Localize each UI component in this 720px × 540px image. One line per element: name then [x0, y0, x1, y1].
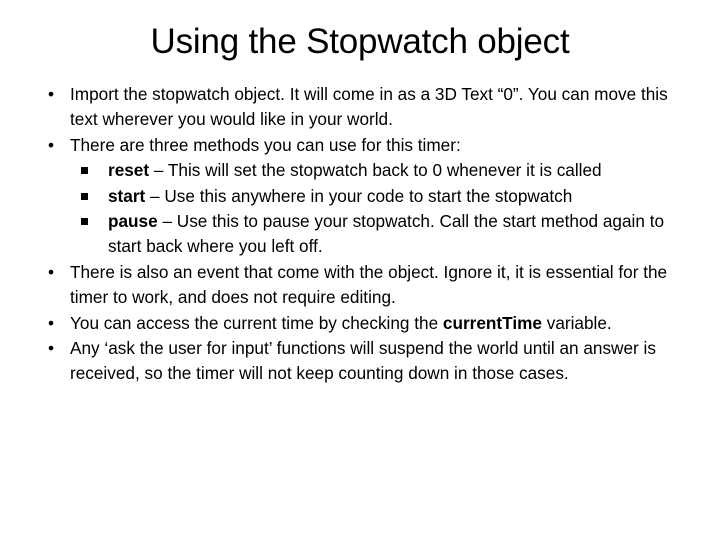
bullet-item-ask-user [44, 336, 684, 387]
method-name: start [108, 185, 146, 206]
method-name: reset [108, 160, 150, 181]
square-bullet-icon [81, 218, 88, 225]
bullet-dot-icon: • [47, 261, 55, 282]
bullet-item-current-time [44, 311, 684, 336]
sub-bullet-item-pause [70, 209, 684, 260]
method-description: – This will set the stopwatch back to 0 whenever it is called [149, 160, 602, 181]
bullet-text: There are three methods you can use for this timer: [70, 134, 461, 155]
bullet-text: You can access the current time by checking the [70, 312, 443, 333]
method-list [70, 158, 684, 260]
bullet-text: There is also an event that come with the object. Ignore it, it is essential for the timer to work, and does not require editing. [70, 261, 668, 308]
method-description: – Use this to pause your stopwatch. Call the start method again to start back where you left off. [108, 211, 665, 257]
bullet-text: Any ‘ask the user for input’ functions will suspend the world until an answer is received, so the timer will not keep counting down in those cases. [70, 338, 656, 384]
bullet-dot-icon: • [47, 134, 55, 155]
bullet-list [44, 82, 684, 387]
method-description: – Use this anywhere in your code to start the stopwatch [145, 185, 573, 206]
bullet-text: variable. [541, 312, 612, 333]
bullet-dot-icon: • [47, 84, 55, 104]
bullet-item-methods [44, 133, 684, 260]
square-bullet-icon [81, 193, 88, 200]
bullet-dot-icon: • [47, 312, 55, 333]
bullet-dot-icon: • [47, 338, 55, 359]
square-bullet-icon [81, 167, 88, 174]
sub-bullet-item-start [70, 184, 684, 209]
slide-title: Using the Stopwatch object [150, 22, 570, 61]
bullet-item-import [44, 82, 684, 133]
bullet-text: Import the stopwatch object. It will come in as a 3D Text “0”. You can move this text wherever you would like in your world. [70, 84, 668, 130]
method-name: pause [108, 211, 158, 232]
bullet-item-event [44, 260, 684, 311]
sub-bullet-item-reset [70, 158, 684, 183]
variable-name: currentTime [442, 312, 542, 333]
